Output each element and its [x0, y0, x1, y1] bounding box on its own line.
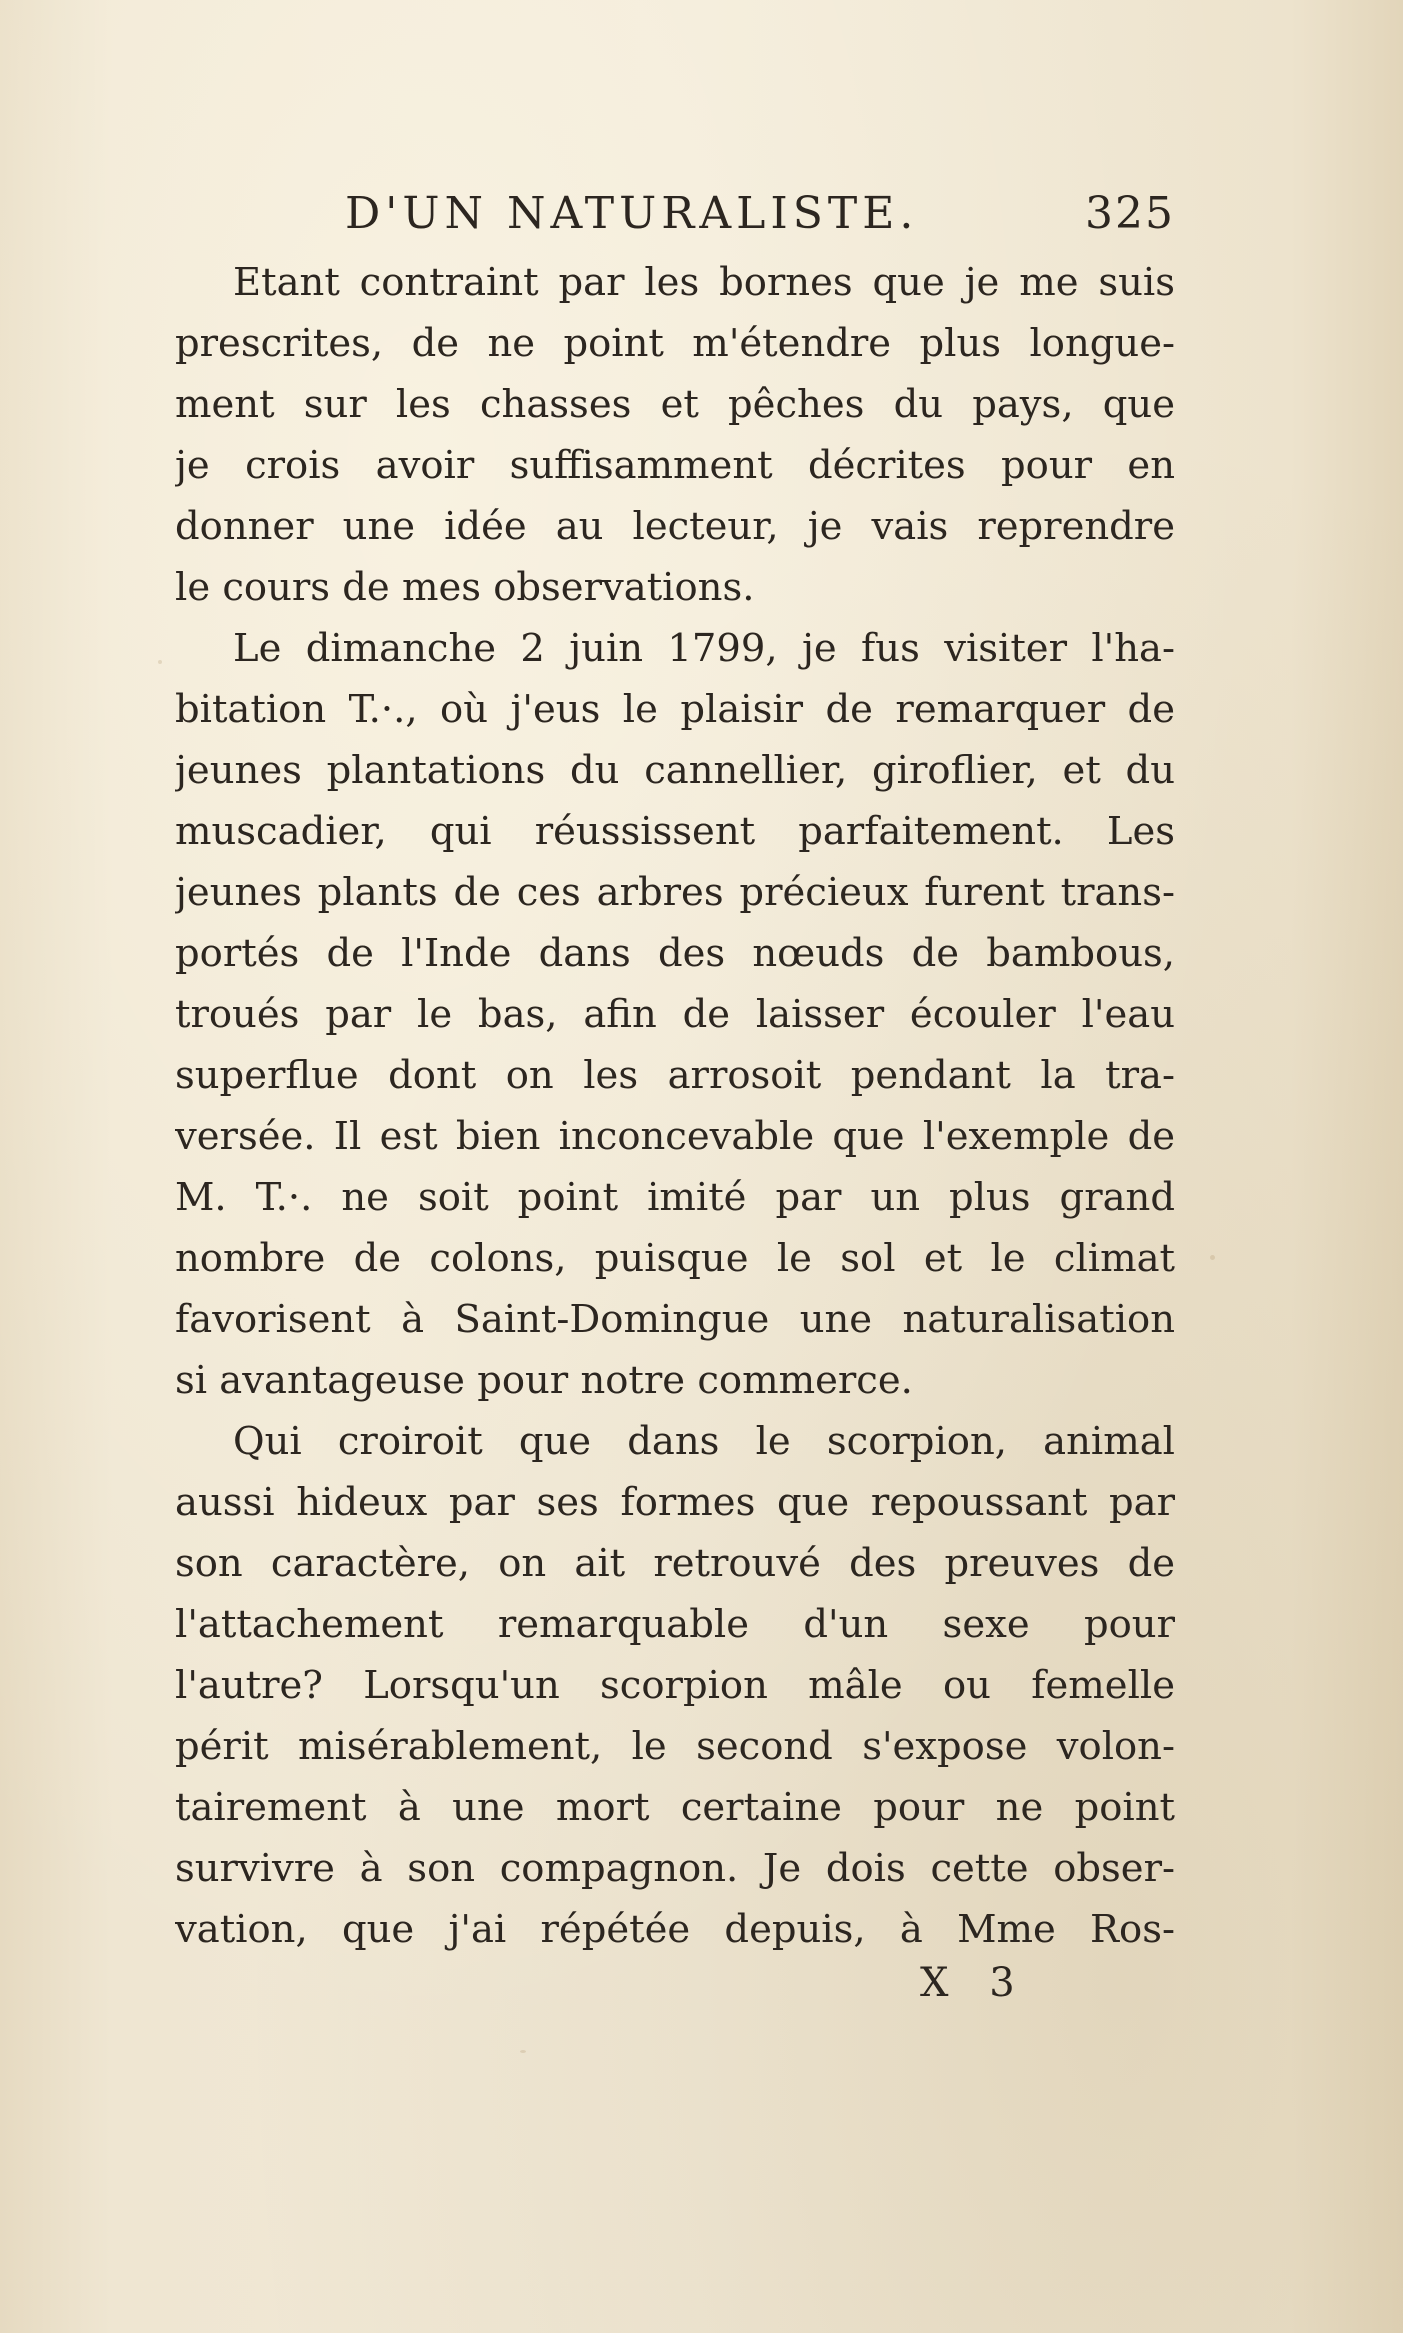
text-line: M. T.·. ne soit point imité par un plus grand [175, 1175, 1175, 1220]
text-line: périt misérablement, le second s'expose volon- [175, 1724, 1175, 1769]
text-line: si avantageuse pour notre commerce. [175, 1358, 913, 1403]
page-header [175, 188, 1175, 248]
text-line: Qui croiroit que dans le scorpion, animal [233, 1419, 1175, 1464]
text-line: ment sur les chasses et pêches du pays, que [175, 382, 1175, 427]
signature-mark: X 3 [920, 1960, 1029, 2006]
foxing-spot [1210, 1255, 1215, 1260]
text-line: superflue dont on les arrosoit pendant la tra- [175, 1053, 1175, 1098]
text-line: donner une idée au lecteur, je vais reprendre [175, 504, 1175, 549]
text-line: Le dimanche 2 juin 1799, je fus visiter l'ha- [233, 626, 1175, 671]
text-line: survivre à son compagnon. Je dois cette obser- [175, 1846, 1175, 1891]
paragraph [175, 618, 1175, 1411]
text-line: tairement à une mort certaine pour ne point [175, 1785, 1175, 1830]
paragraph [175, 252, 1175, 618]
running-head: D'UN NATURALISTE. [345, 188, 919, 239]
text-line: bitation T.·., où j'eus le plaisir de remarquer de [175, 687, 1175, 732]
text-line: muscadier, qui réussissent parfaitement. Les [175, 809, 1175, 854]
page-number: 325 [1085, 188, 1175, 239]
text-line: jeunes plants de ces arbres précieux furent trans- [175, 870, 1175, 915]
foxing-spot [158, 660, 162, 664]
text-line: versée. Il est bien inconcevable que l'exemple de [175, 1114, 1175, 1159]
text-line: prescrites, de ne point m'étendre plus longue- [175, 321, 1175, 366]
text-line: nombre de colons, puisque le sol et le climat [175, 1236, 1175, 1281]
text-line: Etant contraint par les bornes que je me suis [233, 260, 1175, 305]
text-line: l'autre? Lorsqu'un scorpion mâle ou femelle [175, 1663, 1175, 1708]
text-line: l'attachement remarquable d'un sexe pour [175, 1602, 1175, 1647]
foxing-spot [520, 2050, 526, 2053]
body-text [175, 252, 1175, 1960]
text-line: jeunes plantations du cannellier, giroflier, et du [175, 748, 1175, 793]
text-line: troués par le bas, afin de laisser écouler l'eau [175, 992, 1175, 1037]
text-line: portés de l'Inde dans des nœuds de bambous, [175, 931, 1175, 976]
text-line: favorisent à Saint-Domingue une naturalisation [175, 1297, 1175, 1342]
text-line: vation, que j'ai répétée depuis, à Mme Ros- [175, 1907, 1175, 1952]
paragraph [175, 1411, 1175, 1960]
text-line: son caractère, on ait retrouvé des preuves de [175, 1541, 1175, 1586]
text-line: le cours de mes observations. [175, 565, 755, 610]
text-line: aussi hideux par ses formes que repoussant par [175, 1480, 1175, 1525]
text-line: je crois avoir suffisamment décrites pour en [175, 443, 1175, 488]
